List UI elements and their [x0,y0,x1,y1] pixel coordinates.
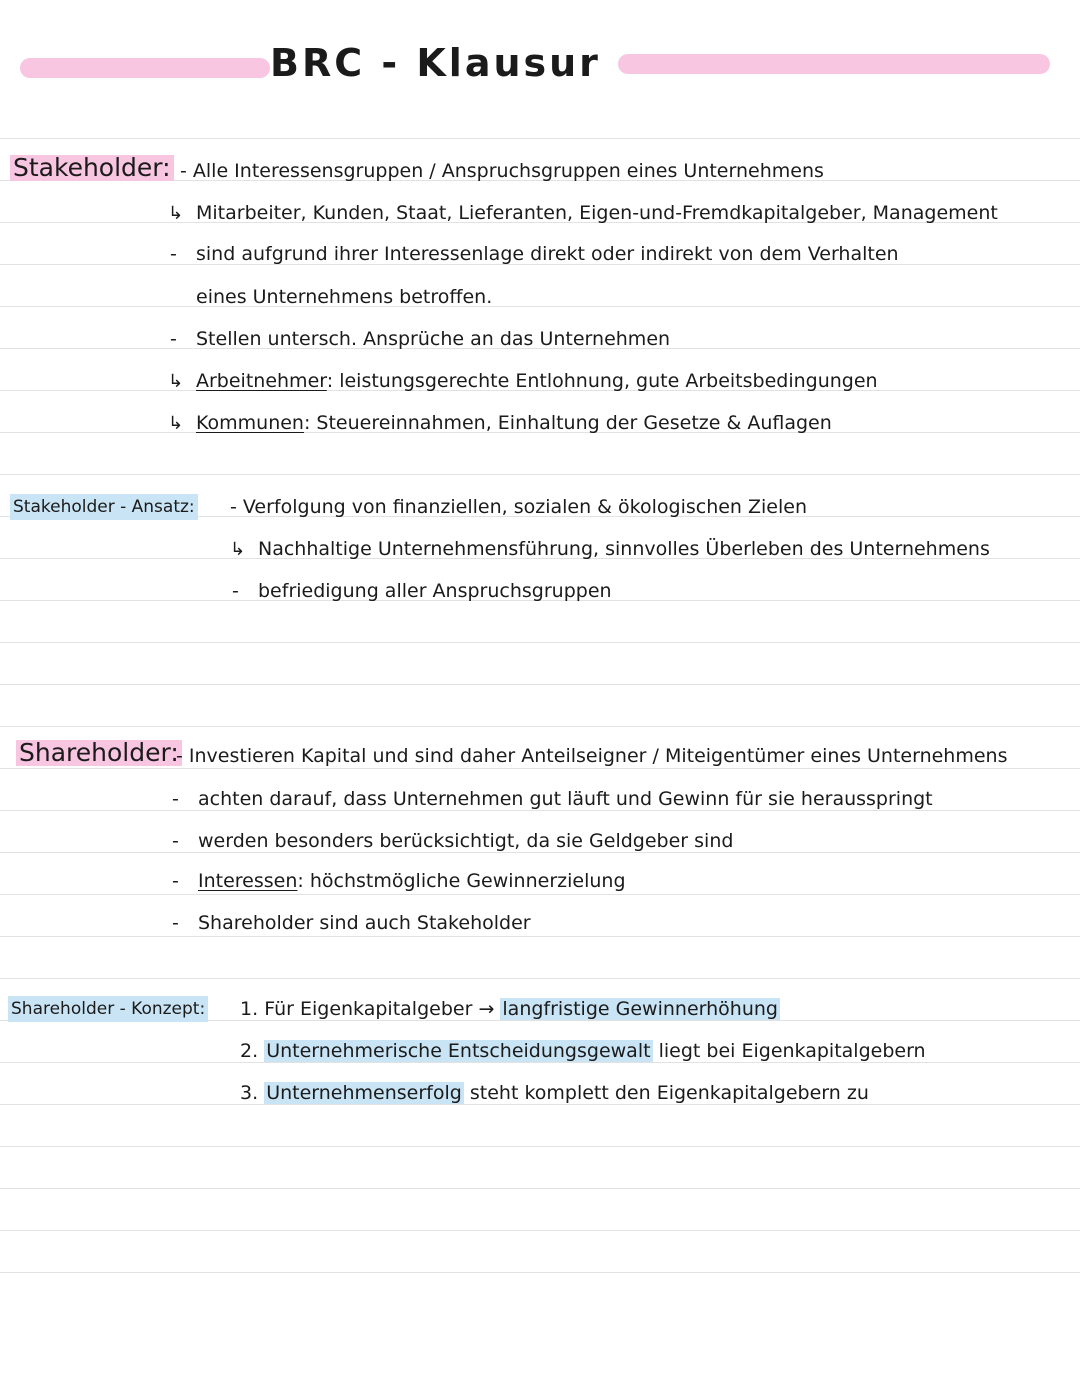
stakeholder-ansatz-point-2-text: befriedigung aller Anspruchsgruppen [258,580,612,602]
ruled-line [0,726,1080,727]
konzept-item-2-num: 2. [240,1040,259,1062]
shareholder-point-5 [172,910,531,936]
ruled-line [0,1188,1080,1189]
ruled-line [0,642,1080,643]
ruled-line [0,306,1080,307]
arbeitnehmer-label: Arbeitnehmer [196,370,327,392]
dash-icon: - [232,580,239,602]
stakeholder-example-arbeitnehmer [168,368,878,395]
stakeholder-ansatz-term: Stakeholder - Ansatz: [10,494,198,520]
stakeholder-point-2-text: Stellen untersch. Ansprüche an das Unternehmen [196,328,671,350]
interessen-text: : höchstmögliche Gewinnerzielung [297,870,626,892]
shareholder-point-2 [172,786,933,812]
stakeholder-definition: - Alle Interessensgruppen / Anspruchsgruppen eines Unternehmens [180,160,824,182]
ruled-line [0,138,1080,139]
title-highlight-right [618,54,1050,74]
konzept-item-1-b: langfristige Gewinnerhöhung [502,998,778,1020]
stakeholder-term: Stakeholder: [10,155,174,181]
shareholder-point-2-text: achten darauf, dass Unternehmen gut läuft und Gewinn für sie herausspringt [198,788,933,810]
konzept-item-1-num: 1. [240,998,259,1020]
stakeholder-ansatz-sub-1-text: Nachhaltige Unternehmensführung, sinnvolles Überleben des Unternehmens [258,538,990,560]
stakeholder-ansatz-point-2 [232,578,612,604]
konzept-item-1 [240,996,780,1022]
konzept-item-3 [240,1080,869,1106]
shareholder-point-3-text: werden besonders berücksichtigt, da sie Geldgeber sind [198,830,734,852]
dash-icon: - [172,830,179,852]
interessen-label: Interessen [198,870,298,892]
arrow-right-icon: → [478,998,495,1020]
kommunen-text: : Steuereinnahmen, Einhaltung der Gesetze & Auflagen [303,412,832,434]
dash-icon: - [172,912,179,934]
dash-icon: - [170,243,177,265]
konzept-item-2 [240,1038,926,1064]
ruled-line [0,1272,1080,1273]
konzept-item-3-a: Unternehmenserfolg [266,1082,462,1104]
ruled-line [0,1146,1080,1147]
kommunen-label: Kommunen [196,412,304,434]
arbeitnehmer-text: : leistungsgerechte Entlohnung, gute Arbeitsbedingungen [326,370,878,392]
shareholder-point-4 [172,868,626,894]
konzept-item-3-num: 3. [240,1082,259,1104]
konzept-item-2-b: liegt bei Eigenkapitalgebern [658,1040,926,1062]
stakeholder-ansatz-sub-1 [230,536,990,563]
ruled-line [0,894,1080,895]
shareholder-konzept-term: Shareholder - Konzept: [8,996,208,1022]
stakeholder-example-kommunen [168,410,832,437]
arrow-sub-icon: ↳ [168,371,184,392]
konzept-item-2-a: Unternehmerische Entscheidungsgewalt [266,1040,651,1062]
stakeholder-point-1 [170,241,899,267]
stakeholder-point-2 [170,326,670,352]
ruled-line [0,978,1080,979]
ruled-line [0,936,1080,937]
arrow-sub-icon: ↳ [230,539,246,560]
shareholder-point-3 [172,828,733,854]
stakeholder-examples-text: Mitarbeiter, Kunden, Staat, Lieferanten, Eigen-und-Fremdkapitalgeber, Management [196,202,998,224]
ruled-line [0,474,1080,475]
dash-icon: - [172,870,179,892]
ruled-line [0,1230,1080,1231]
shareholder-point-5-text: Shareholder sind auch Stakeholder [198,912,531,934]
arrow-sub-icon: ↳ [168,203,184,224]
dash-icon: - [172,788,179,810]
ruled-line [0,684,1080,685]
dash-icon: - [170,328,177,350]
page-title: BRC - Klausur [270,41,601,85]
arrow-sub-icon: ↳ [168,413,184,434]
stakeholder-point-1-text: sind aufgrund ihrer Interessenlage direkt oder indirekt von dem Verhalten [196,243,899,265]
shareholder-point-1: - Investieren Kapital und sind daher Anteilseigner / Miteigentümer eines Unternehmens [176,745,1008,767]
konzept-item-3-b: steht komplett den Eigenkapitalgebern zu [469,1082,869,1104]
stakeholder-point-1-cont: eines Unternehmens betroffen. [196,286,493,308]
shareholder-term: Shareholder: [16,740,182,766]
stakeholder-ansatz-point-1: - Verfolgung von finanziellen, sozialen & ökologischen Zielen [230,496,808,518]
konzept-item-1-a: Für Eigenkapitalgeber [264,998,473,1020]
title-highlight-left [20,58,270,78]
stakeholder-examples [168,200,998,227]
